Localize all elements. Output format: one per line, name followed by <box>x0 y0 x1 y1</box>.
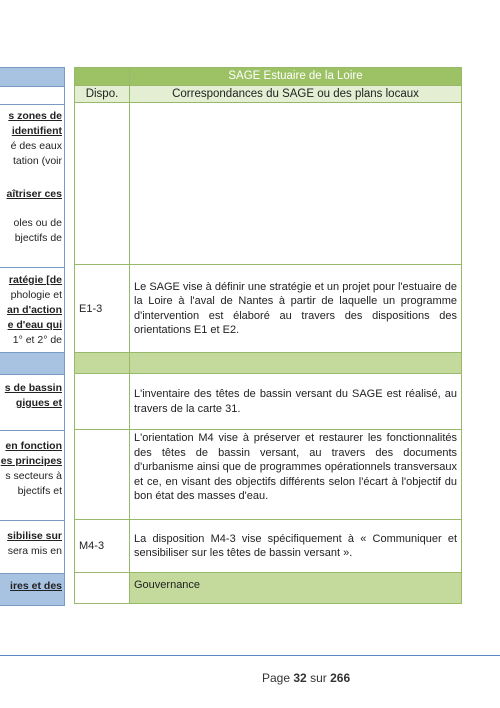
table-title-blank <box>75 68 130 86</box>
left-row-5-line-2: gigues et <box>15 397 62 409</box>
row-4-code <box>75 374 130 430</box>
disposition-code: M4-3 <box>79 540 105 552</box>
left-row-6-line-1: en fonction <box>5 440 62 452</box>
table-row <box>75 430 462 520</box>
left-row-6 <box>0 431 64 521</box>
left-row-1-line-1: s zones de <box>8 110 62 122</box>
page-total: 266 <box>330 671 351 685</box>
left-row-8 <box>0 574 64 605</box>
left-row-7 <box>0 521 64 574</box>
disposition-code: E1-3 <box>79 302 103 315</box>
table-row <box>75 520 462 573</box>
left-subheader-cell <box>0 87 64 105</box>
row-1-text <box>130 103 462 265</box>
table-row <box>75 103 462 265</box>
left-row-6-line-2: es principes <box>0 455 62 467</box>
section-band-code <box>75 353 130 374</box>
row-5-text <box>130 430 462 520</box>
row-1-code <box>75 103 130 265</box>
left-row-6-line-4: bjectifs et <box>17 485 62 497</box>
left-header-cell <box>0 68 64 87</box>
left-row-1 <box>0 105 64 268</box>
row-6-text <box>130 520 462 573</box>
governance-label: Gouvernance <box>134 579 201 591</box>
column-header-correspondances: Correspondances du SAGE ou des plans locaux <box>130 86 462 103</box>
left-row-5 <box>0 375 64 431</box>
left-row-7-line-2: sera mis en <box>7 545 62 557</box>
left-row-4-line-1: ratégie [de <box>8 274 62 286</box>
row-2-code <box>75 265 130 353</box>
left-row-5-line-1: s de bassin <box>4 382 62 394</box>
left-row-4-line-2: phologie et <box>10 289 62 301</box>
left-row-1-line-3: é des eaux <box>10 140 62 152</box>
left-row-4 <box>0 268 64 353</box>
sage-correspondence-table <box>74 67 462 604</box>
page-current: 32 <box>293 671 307 685</box>
left-partial-table <box>0 67 65 606</box>
correspondence-text: L'inventaire des têtes de bassin versant du SAGE est réalisé, au travers de la carte 31. <box>134 388 457 415</box>
row-5-code <box>75 430 130 520</box>
page-sep: sur <box>310 671 327 685</box>
table-row <box>75 374 462 430</box>
left-row-2-line-1: aîtriser ces <box>6 188 62 200</box>
row-4-text <box>130 374 462 430</box>
table-row <box>75 265 462 353</box>
left-row-1-line-4: tation (voir <box>12 155 62 167</box>
section-band-text <box>130 353 462 374</box>
row-2-text <box>130 265 462 353</box>
left-row-7-line-1: sibilise sur <box>7 530 62 542</box>
left-row-4-line-4: e d'eau qui <box>7 319 62 331</box>
left-row-6-line-3: s secteurs à <box>5 470 62 482</box>
row-7-code <box>75 573 130 604</box>
left-row-3-line-1: oles ou de <box>13 217 62 229</box>
left-row-3-line-2: bjectifs de <box>14 232 62 244</box>
correspondence-text: Le SAGE vise à définir une stratégie et un projet pour l'estuaire de la Loire à l'aval de Nantes à partir de laquelle un programme d'intervention est élaboré au travers des dispositions des orientations E1 et E2. <box>134 280 457 336</box>
left-section-band <box>0 353 64 375</box>
page-prefix: Page <box>262 671 291 685</box>
correspondence-text: L'orientation M4 vise à préserver et restaurer les fonctionnalités des têtes de bassin versant, au travers des documents d'urbanisme ainsi que de programmes opérationnels transversaux et ce, en visant des objectifs différents selon l'écart à l'objectif du bon état des masses d'eau. <box>134 432 457 502</box>
left-row-1-line-2: identifient <box>11 125 62 137</box>
table-title: SAGE Estuaire de la Loire <box>130 68 462 86</box>
left-row-4-line-5: 1° et 2° de <box>12 334 62 346</box>
row-6-code <box>75 520 130 573</box>
page-number <box>262 671 350 685</box>
left-row-8-line-1: ires et des <box>10 580 62 592</box>
section-band-row <box>75 353 462 374</box>
left-row-4-line-3: an d'action <box>6 304 62 316</box>
column-header-dispo: Dispo. <box>75 86 130 103</box>
governance-cell <box>130 573 462 604</box>
footer-divider <box>0 655 500 656</box>
table-row <box>75 573 462 604</box>
correspondence-text: La disposition M4-3 vise spécifiquement à « Communiquer et sensibiliser sur les têtes de bassin versant ». <box>134 532 457 559</box>
